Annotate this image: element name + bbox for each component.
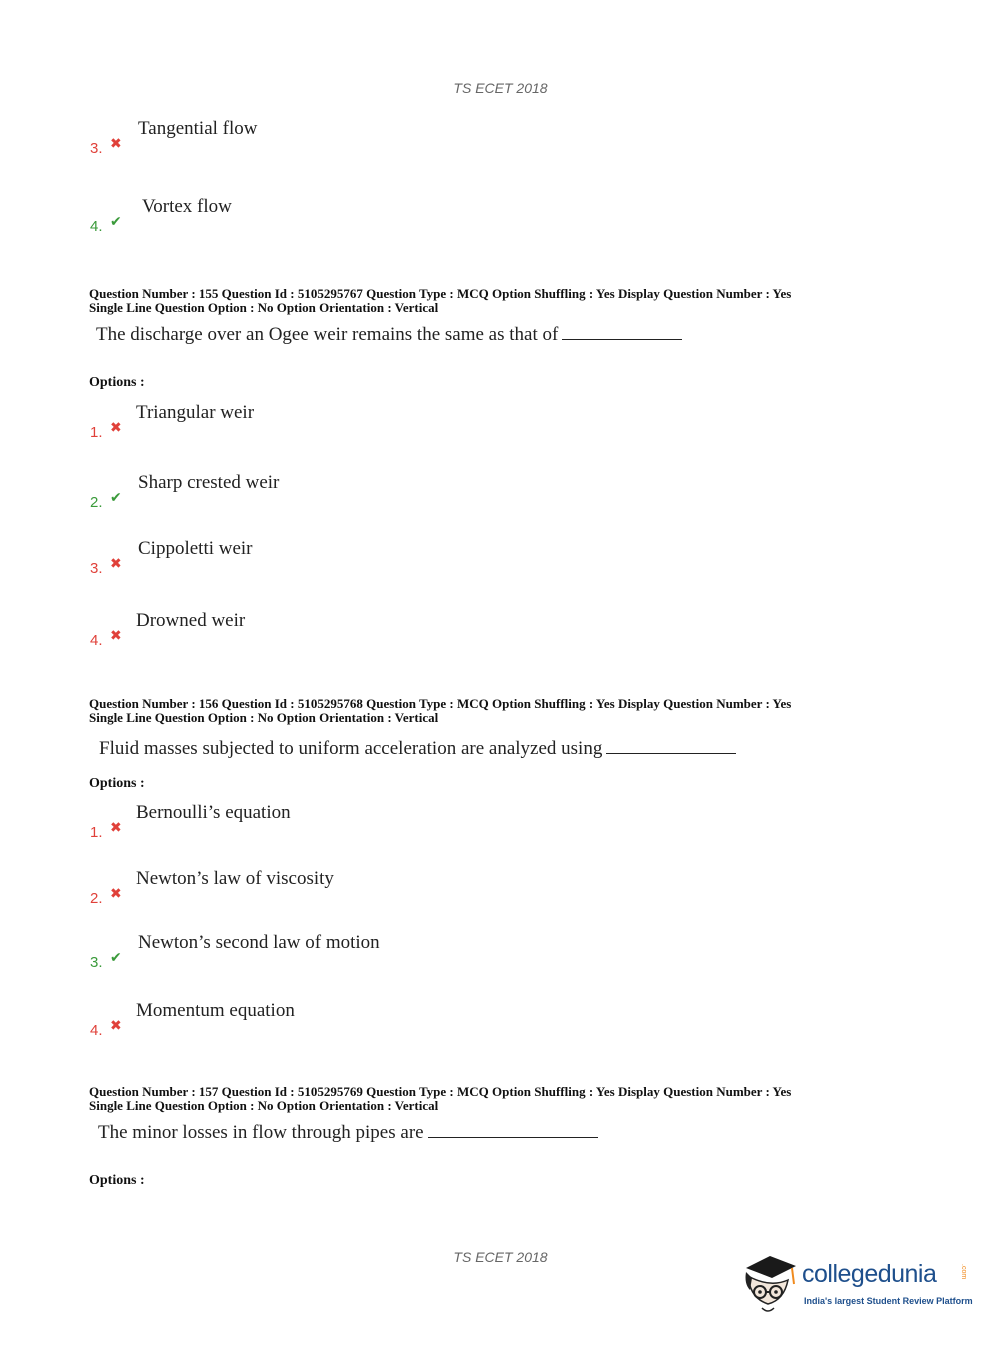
cross-icon: ✖ xyxy=(110,556,122,572)
page-footer: TS ECET 2018 xyxy=(453,1249,548,1265)
option-number: 4. xyxy=(90,632,103,649)
options-label: Options : xyxy=(89,776,145,791)
option-item xyxy=(88,610,688,654)
option-item xyxy=(88,118,688,162)
option-text: Triangular weir xyxy=(136,402,255,423)
question-meta-line: Single Line Question Option : No Option Orientation : Vertical xyxy=(89,1098,439,1113)
options-label: Options : xyxy=(89,375,145,390)
check-icon: ✔ xyxy=(110,214,122,230)
option-item xyxy=(88,472,688,516)
answer-blank xyxy=(562,323,682,340)
cross-icon: ✖ xyxy=(110,1018,122,1034)
option-number: 3. xyxy=(90,140,103,157)
question-text-body: The discharge over an Ogee weir remains the same as that of xyxy=(96,324,559,345)
logo-domain-text: .com xyxy=(960,1264,967,1280)
option-number: 3. xyxy=(90,560,103,577)
option-text: Vortex flow xyxy=(142,196,232,217)
option-text: Cippoletti weir xyxy=(138,538,253,559)
question-meta-line: Single Line Question Option : No Option Orientation : Vertical xyxy=(89,300,439,315)
mascot-icon xyxy=(740,1250,802,1320)
cross-icon: ✖ xyxy=(110,628,122,644)
option-item xyxy=(88,868,688,912)
logo-brand-text: collegedunia xyxy=(802,1260,937,1288)
cross-icon: ✖ xyxy=(110,886,122,902)
check-icon: ✔ xyxy=(110,490,122,506)
question-text xyxy=(98,1121,598,1144)
cross-icon: ✖ xyxy=(110,136,122,152)
options-label: Options : xyxy=(89,1173,145,1188)
option-text: Tangential flow xyxy=(138,118,258,139)
question-meta-line: Question Number : 156 Question Id : 5105295768 Question Type : MCQ Option Shuffling : Yes Display Question Number : Yes xyxy=(89,696,792,711)
cross-icon: ✖ xyxy=(110,420,122,436)
answer-blank xyxy=(606,737,736,754)
question-meta xyxy=(89,1085,909,1113)
page-header: TS ECET 2018 xyxy=(453,80,548,96)
collegedunia-logo xyxy=(740,1250,973,1320)
option-number: 4. xyxy=(90,218,103,235)
question-meta-line: Question Number : 155 Question Id : 5105295767 Question Type : MCQ Option Shuffling : Yes Display Question Number : Yes xyxy=(89,286,792,301)
question-meta xyxy=(89,287,909,315)
option-number: 4. xyxy=(90,1022,103,1039)
option-text: Momentum equation xyxy=(136,1000,295,1021)
option-number: 1. xyxy=(90,824,103,841)
option-number: 3. xyxy=(90,954,103,971)
check-icon: ✔ xyxy=(110,950,122,966)
question-text-body: Fluid masses subjected to uniform acceleration are analyzed using xyxy=(99,738,603,759)
cross-icon: ✖ xyxy=(110,820,122,836)
option-text: Newton’s second law of motion xyxy=(138,932,380,953)
option-text: Newton’s law of viscosity xyxy=(136,868,334,889)
option-number: 2. xyxy=(90,494,103,511)
question-meta-line: Single Line Question Option : No Option Orientation : Vertical xyxy=(89,710,439,725)
question-text-body: The minor losses in flow through pipes are xyxy=(98,1122,424,1143)
question-meta xyxy=(89,697,909,725)
option-item xyxy=(88,196,688,240)
option-number: 2. xyxy=(90,890,103,907)
option-text: Sharp crested weir xyxy=(138,472,280,493)
option-item xyxy=(88,1000,688,1044)
option-item xyxy=(88,402,688,446)
option-text: Bernoulli’s equation xyxy=(136,802,291,823)
question-text xyxy=(96,323,682,346)
option-item xyxy=(88,932,688,976)
option-text: Drowned weir xyxy=(136,610,246,631)
option-item xyxy=(88,538,688,582)
option-item xyxy=(88,802,688,846)
option-number: 1. xyxy=(90,424,103,441)
question-meta-line: Question Number : 157 Question Id : 5105295769 Question Type : MCQ Option Shuffling : Yes Display Question Number : Yes xyxy=(89,1084,792,1099)
logo-tagline: India's largest Student Review Platform xyxy=(804,1296,973,1306)
question-text xyxy=(99,737,736,760)
answer-blank xyxy=(428,1121,598,1138)
